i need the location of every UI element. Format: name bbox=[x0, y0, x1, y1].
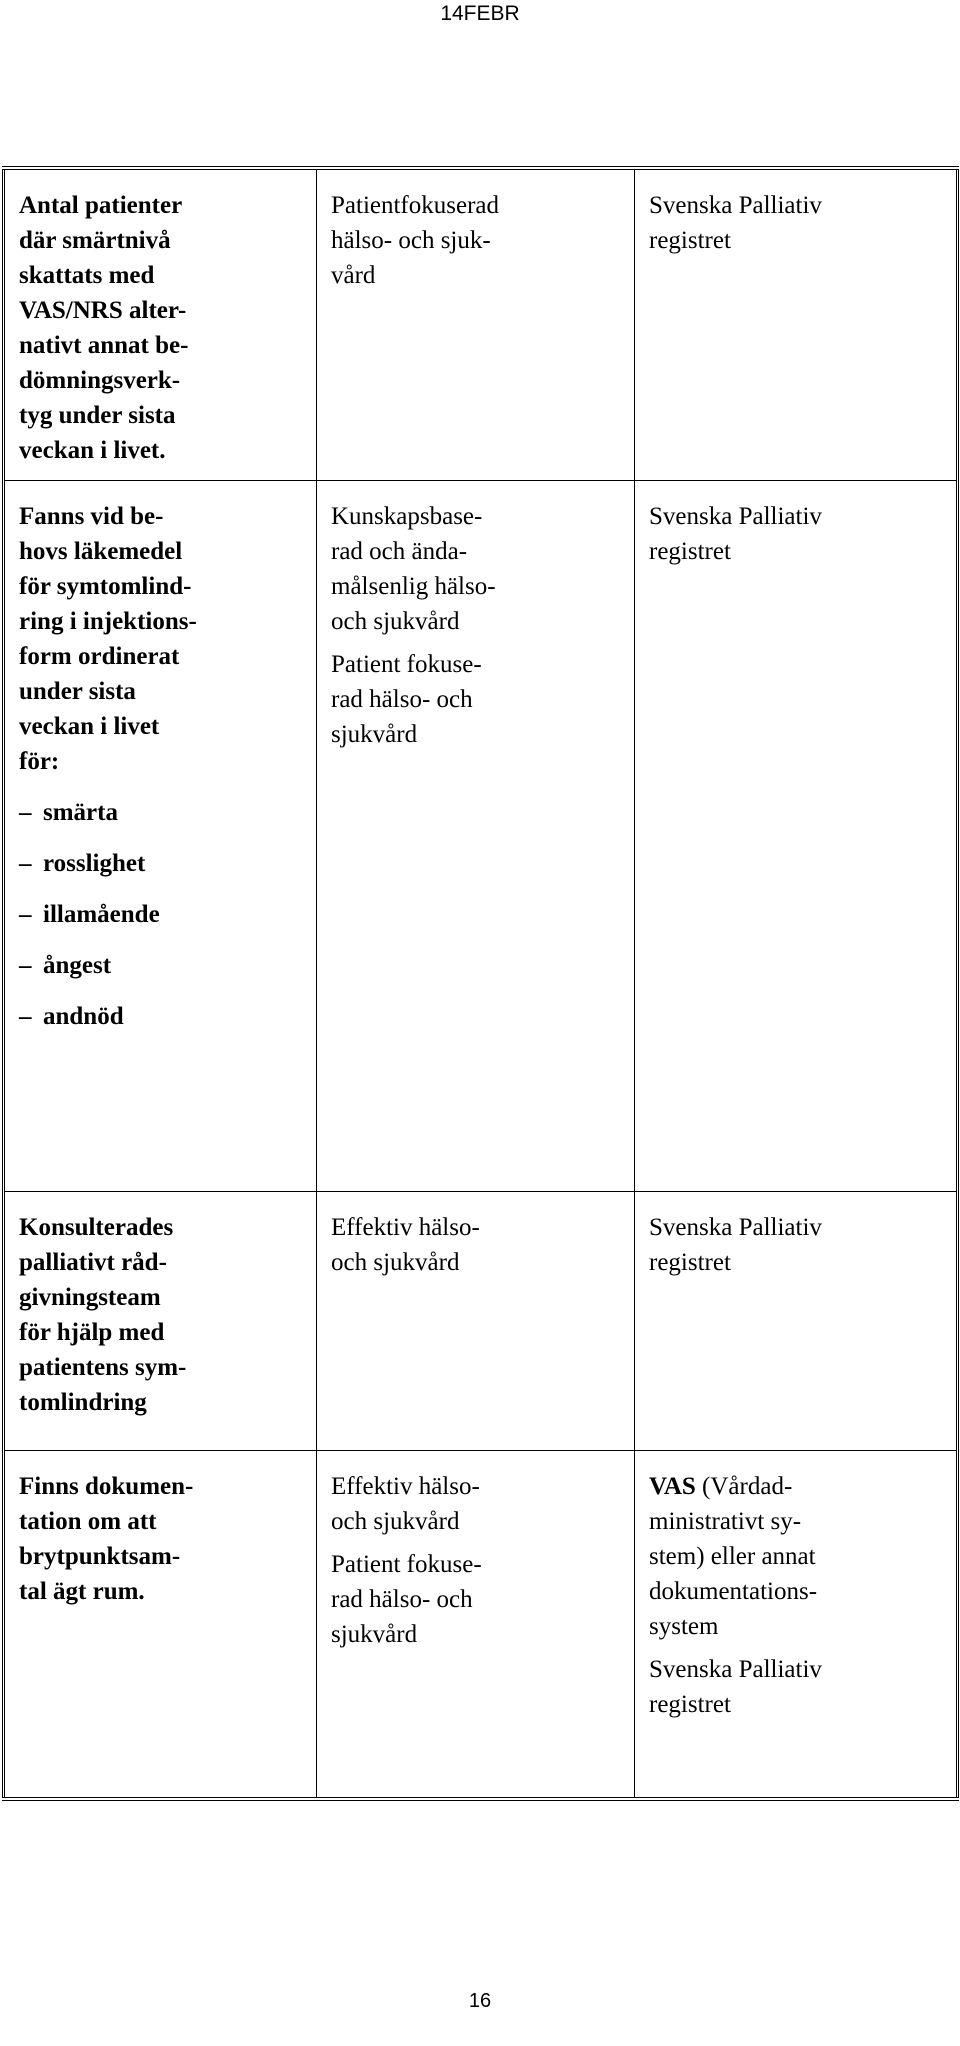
indicator-question: Konsulterades palliativt råd- givningsteam för hjälp med patientens sym- tomlindring bbox=[4, 1192, 317, 1451]
quality-area: Patientfokuserad hälso- och sjuk- vård bbox=[317, 168, 635, 481]
list-item: – smärta bbox=[19, 799, 118, 826]
list-item: – andnöd bbox=[19, 1003, 124, 1030]
data-source: Svenska Palliativ registret bbox=[635, 1192, 958, 1451]
data-source: Svenska Palliativ registret bbox=[635, 481, 958, 1192]
table-row bbox=[4, 168, 958, 481]
table-row bbox=[4, 1192, 958, 1451]
list-item: – rosslighet bbox=[19, 850, 146, 877]
data-source: Svenska Palliativ registret bbox=[635, 168, 958, 481]
indicator-table bbox=[2, 166, 959, 1801]
page-number: 16 bbox=[468, 1990, 492, 2012]
indicator-question: Fanns vid be- hovs läkemedel för symtomlind- ring i injektions- form ordinerat under sista veckan i livet för: – smärta – rosslighet – illamående – ångest – andnöd bbox=[4, 481, 317, 1192]
indicator-question: Antal patienter där smärtnivå skattats med VAS/NRS alter- nativt annat be- dömningsverk- tyg under sista veckan i livet. bbox=[4, 168, 317, 481]
header-mark: 14FEBR bbox=[440, 2, 520, 25]
table-row bbox=[4, 1451, 958, 1800]
indicator-question: Finns dokumen- tation om att brytpunktsam- tal ägt rum. bbox=[4, 1451, 317, 1800]
table-row bbox=[4, 481, 958, 1192]
data-source: VAS (Vårdad- ministrativt sy- stem) eller annat dokumentations- system Svenska Palliativ registret bbox=[635, 1451, 958, 1800]
list-item: – illamående bbox=[19, 901, 160, 928]
quality-area: Effektiv hälso- och sjukvård bbox=[317, 1192, 635, 1451]
symptom-list bbox=[19, 795, 302, 1034]
quality-area: Effektiv hälso- och sjukvård Patient fokuse- rad hälso- och sjukvård bbox=[317, 1451, 635, 1800]
list-item: – ångest bbox=[19, 952, 112, 979]
quality-area: Kunskapsbase- rad och ända- målsenlig hälso- och sjukvård Patient fokuse- rad hälso- och sjukvård bbox=[317, 481, 635, 1192]
